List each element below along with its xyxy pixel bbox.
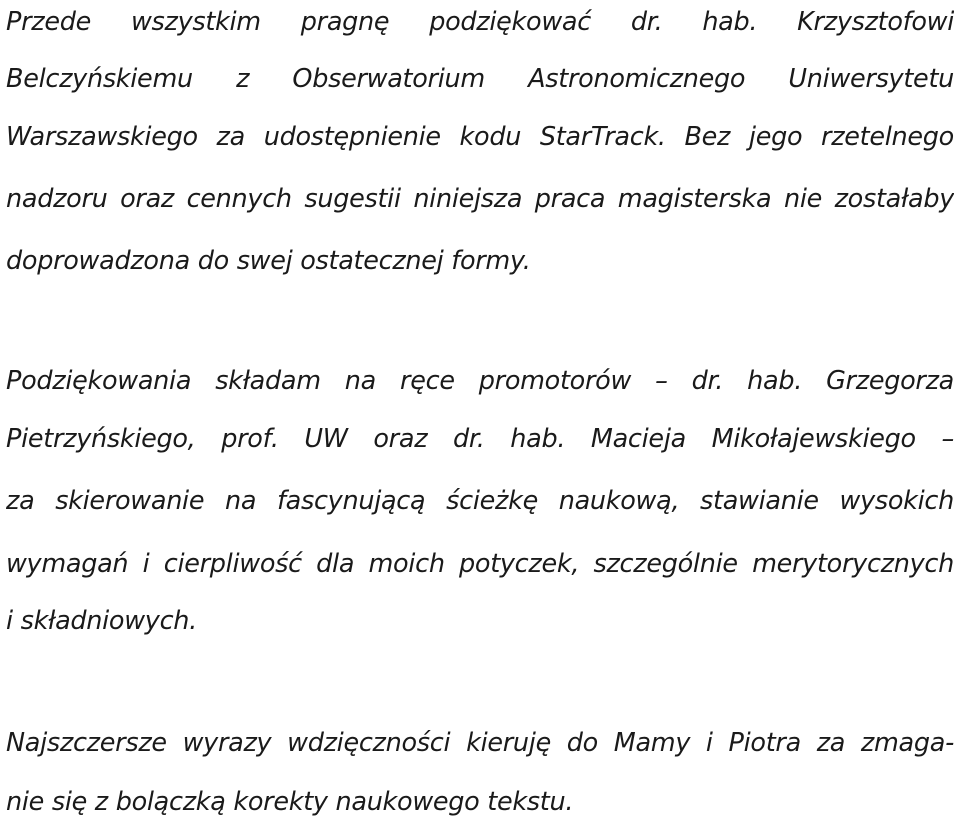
text-line: Warszawskiego za udostępnienie kodu StarTrack. Bez jego rzetelnego: [6, 122, 954, 152]
text-line: za skierowanie na fascynującą ścieżkę naukową, stawianie wysokich: [6, 486, 954, 516]
text-line: nie się z bolączką korekty naukowego tekstu.: [6, 787, 574, 817]
text-line: doprowadzona do swej ostatecznej formy.: [6, 246, 531, 276]
text-line: Przede wszystkim pragnę podziękować dr. hab. Krzysztofowi: [6, 7, 954, 37]
text-line: Podziękowania składam na ręce promotorów – dr. hab. Grzegorza: [6, 366, 954, 396]
text-line: Pietrzyńskiego, prof. UW oraz dr. hab. Macieja Mikołajewskiego –: [6, 424, 954, 454]
text-line: nadzoru oraz cennych sugestii niniejsza praca magisterska nie zostałaby: [6, 184, 954, 214]
text-line: wymagań i cierpliwość dla moich potyczek, szczególnie merytorycznych: [6, 549, 954, 579]
text-line: Najszczersze wyrazy wdzięczności kieruję do Mamy i Piotra za zmaga-: [6, 728, 954, 758]
text-line: i składniowych.: [6, 606, 197, 636]
text-line: Belczyńskiemu z Obserwatorium Astronomicznego Uniwersytetu: [6, 64, 954, 94]
